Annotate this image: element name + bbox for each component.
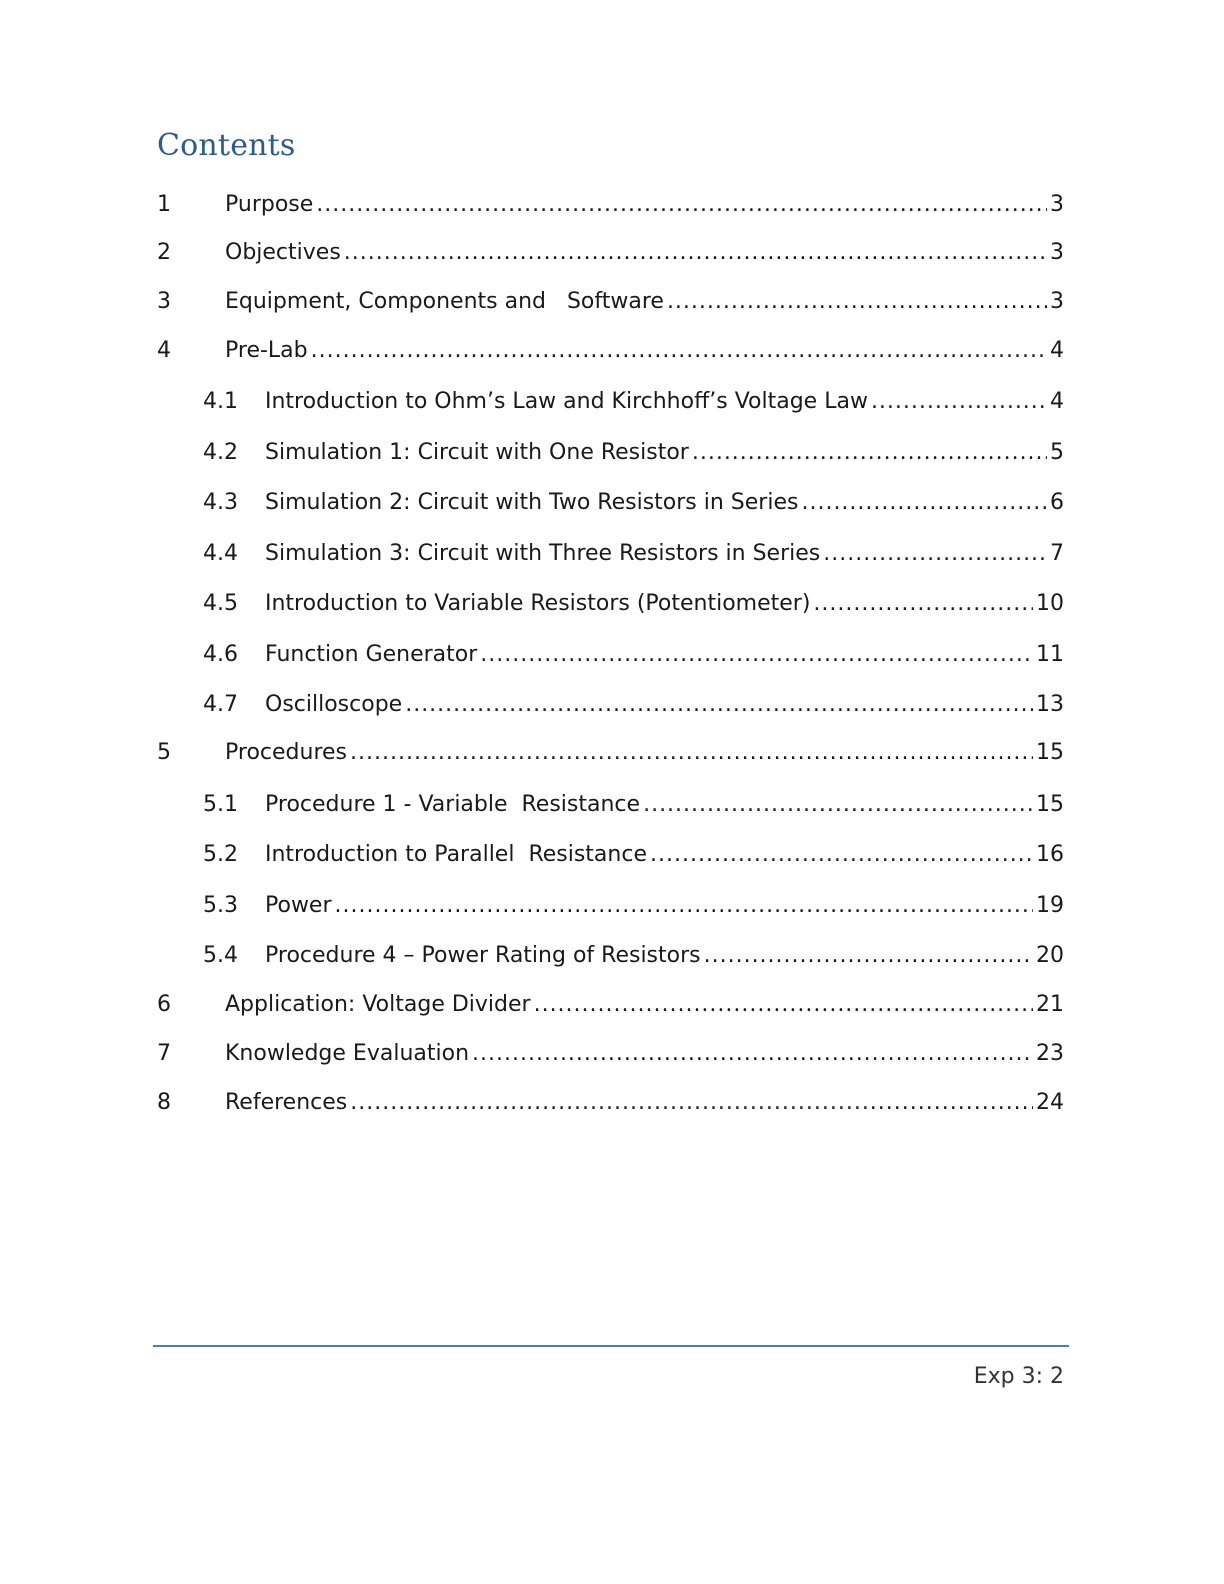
toc-entry-title: Objectives [225, 240, 341, 265]
toc-entry[interactable] [157, 190, 1064, 220]
toc-dot-leader [405, 690, 1033, 720]
toc-entry-number: 5.4 [203, 943, 238, 968]
toc-entry-number: 4.5 [203, 591, 238, 616]
toc-entry-number: 5.3 [203, 893, 238, 918]
toc-dot-leader [643, 790, 1033, 820]
footer-page-number: Exp 3: 2 [973, 1364, 1064, 1389]
toc-entry-number: 4.7 [203, 692, 238, 717]
toc-entry-title: References [225, 1090, 348, 1115]
toc-dot-leader [813, 589, 1033, 619]
toc-entry-title: Oscilloscope [265, 692, 403, 717]
toc-entry-title: Pre-Lab [225, 338, 308, 363]
toc-dot-leader [534, 990, 1033, 1020]
toc-dot-leader [316, 190, 1047, 220]
toc-entry[interactable] [203, 690, 1064, 720]
toc-dot-leader [871, 387, 1047, 417]
toc-entry-page-number: 3 [1050, 192, 1064, 217]
toc-entry-page-number: 4 [1050, 338, 1064, 363]
toc-entry-page-number: 6 [1050, 490, 1064, 515]
toc-entry[interactable] [203, 941, 1064, 971]
toc-dot-leader [692, 438, 1047, 468]
toc-dot-leader [704, 941, 1033, 971]
toc-entry-title: Procedure 4 – Power Rating of Resistors [265, 943, 701, 968]
toc-dot-leader [350, 1088, 1033, 1118]
toc-dot-leader [480, 640, 1033, 670]
toc-entry-title: Simulation 1: Circuit with One Resistor [265, 440, 689, 465]
toc-entry[interactable] [203, 891, 1064, 921]
toc-entry-title: Knowledge Evaluation [225, 1041, 470, 1066]
toc-entry-title: Procedures [225, 740, 347, 765]
toc-entry-page-number: 20 [1036, 943, 1064, 968]
toc-entry[interactable] [157, 238, 1064, 268]
toc-entry-number: 1 [157, 192, 171, 217]
toc-dot-leader [667, 287, 1047, 317]
toc-entry[interactable] [157, 738, 1064, 768]
toc-entry-title: Simulation 2: Circuit with Two Resistors in Series [265, 490, 799, 515]
toc-dot-leader [472, 1039, 1033, 1069]
toc-dot-leader [801, 488, 1047, 518]
toc-entry-title: Introduction to Ohm’s Law and Kirchhoff’s Voltage Law [265, 389, 868, 414]
toc-entry-page-number: 11 [1036, 642, 1064, 667]
toc-entry-page-number: 19 [1036, 893, 1064, 918]
toc-entry[interactable] [157, 1039, 1064, 1069]
toc-entry[interactable] [203, 640, 1064, 670]
toc-entry[interactable] [157, 336, 1064, 366]
toc-entry-title: Application: Voltage Divider [225, 992, 531, 1017]
toc-entry-title: Equipment, Components and Software [225, 289, 664, 314]
toc-entry-title: Simulation 3: Circuit with Three Resistors in Series [265, 541, 821, 566]
toc-entry-page-number: 21 [1036, 992, 1064, 1017]
toc-entry-page-number: 3 [1050, 289, 1064, 314]
toc-entry-page-number: 24 [1036, 1090, 1064, 1115]
toc-entry-number: 8 [157, 1090, 171, 1115]
toc-entry-number: 5 [157, 740, 171, 765]
toc-entry[interactable] [203, 840, 1064, 870]
toc-entry[interactable] [157, 990, 1064, 1020]
toc-entry-title: Introduction to Parallel Resistance [265, 842, 647, 867]
toc-entry-number: 4.2 [203, 440, 238, 465]
toc-entry-page-number: 10 [1036, 591, 1064, 616]
toc-title: Contents [157, 128, 296, 163]
toc-entry-number: 6 [157, 992, 171, 1017]
toc-entry-page-number: 15 [1036, 792, 1064, 817]
toc-entry-number: 3 [157, 289, 171, 314]
footer-divider [153, 1345, 1069, 1347]
toc-entry[interactable] [203, 539, 1064, 569]
toc-entry-number: 4.3 [203, 490, 238, 515]
toc-entry[interactable] [203, 438, 1064, 468]
toc-dot-leader [335, 891, 1033, 921]
toc-entry-number: 5.1 [203, 792, 238, 817]
toc-dot-leader [350, 738, 1033, 768]
toc-entry[interactable] [203, 387, 1064, 417]
toc-entry[interactable] [203, 488, 1064, 518]
toc-entry-page-number: 13 [1036, 692, 1064, 717]
toc-entry-title: Introduction to Variable Resistors (Potentiometer) [265, 591, 811, 616]
toc-dot-leader [650, 840, 1033, 870]
toc-entry-page-number: 4 [1050, 389, 1064, 414]
toc-entry-number: 4.6 [203, 642, 238, 667]
toc-dot-leader [311, 336, 1047, 366]
toc-entry-page-number: 7 [1050, 541, 1064, 566]
toc-entry[interactable] [157, 287, 1064, 317]
toc-entry-title: Power [265, 893, 332, 918]
toc-entry[interactable] [203, 790, 1064, 820]
toc-entry[interactable] [157, 1088, 1064, 1118]
toc-entry-number: 7 [157, 1041, 171, 1066]
toc-entry-page-number: 15 [1036, 740, 1064, 765]
toc-entry-number: 5.2 [203, 842, 238, 867]
toc-entry-page-number: 3 [1050, 240, 1064, 265]
toc-entry-number: 4.4 [203, 541, 238, 566]
toc-entry-page-number: 23 [1036, 1041, 1064, 1066]
toc-entry-title: Procedure 1 - Variable Resistance [265, 792, 641, 817]
toc-entry-title: Purpose [225, 192, 314, 217]
toc-entry[interactable] [203, 589, 1064, 619]
toc-entry-number: 4 [157, 338, 171, 363]
toc-entry-number: 4.1 [203, 389, 238, 414]
toc-entry-number: 2 [157, 240, 171, 265]
toc-dot-leader [823, 539, 1047, 569]
toc-entry-title: Function Generator [265, 642, 478, 667]
toc-entry-page-number: 16 [1036, 842, 1064, 867]
toc-dot-leader [344, 238, 1047, 268]
toc-entry-page-number: 5 [1050, 440, 1064, 465]
